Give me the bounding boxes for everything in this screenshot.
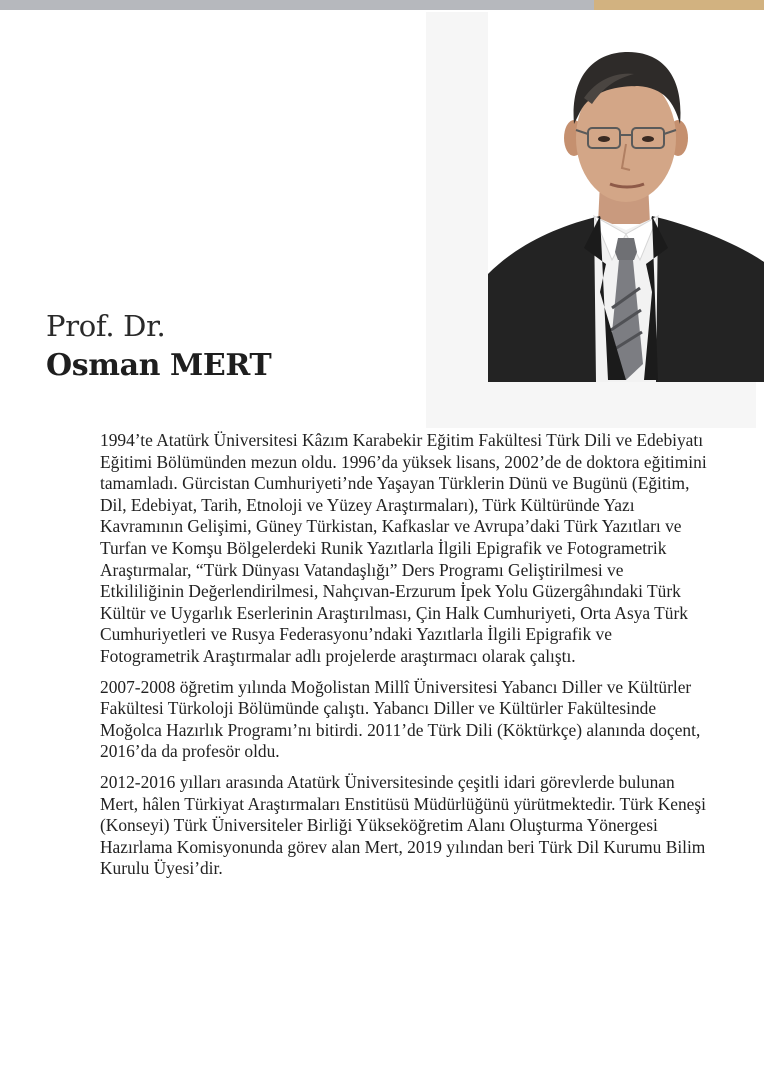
name-block (46, 306, 426, 386)
academic-title: Prof. Dr. (46, 309, 166, 343)
bio-paragraph-2: 2007-2008 öğretim yılında Moğolistan Millî Üniversitesi Yabancı Diller ve Kültürler Fakültesi Türkoloji Bölümünde çalıştı. Yabancı Diller ve Kültürler Fakültesinde Moğolca Hazırlık Programı’nı bitirdi. 2011’de Türk Dili (Köktürkçe) alanında doçent, 2016’da da profesör oldu. (100, 676, 701, 762)
header-bar-gray (0, 0, 594, 10)
bio-paragraph-3: 2012-2016 yılları arasında Atatürk Üniversitesinde çeşitli idari görevlerde bulunan Mert, hâlen Türkiyat Araştırmaları Enstitüsü Müdürlüğünü yürütmektedir. Türk Keneşi (Konseyi) Türk Üniversiteler Birliği Yükseköğretim Alanı Oluşturma Yönergesi Hazırlama Komisyonunda görev alan Mert, 2019 yılından beri Türk Dil Kurumu Bilim Kurulu Üyesi’dir. (100, 771, 706, 879)
person-name: Osman MERT (46, 348, 272, 383)
header-bar-gold (594, 0, 764, 10)
biography (100, 430, 710, 889)
portrait-illustration (488, 12, 764, 382)
portrait-photo (488, 12, 764, 382)
bio-paragraph-1: 1994’te Atatürk Üniversitesi Kâzım Karabekir Eğitim Fakültesi Türk Dili ve Edebiyatı Eğitimi Bölümünden mezun oldu. 1996’da yüksek lisans, 2002’de de doktora eğitimini tamamladı. Gürcistan Cumhuriyeti’nde Yaşayan Türklerin Dünü ve Bugünü (Eğitim, Dil, Edebiyat, Tarih, Etnoloji ve Yüzey Araştırmaları), Türk Kültüründe Yazı Kavramının Gelişimi, Güney Türkistan, Kafkaslar ve Avrupa’daki Türk Yazıtları ve Turfan ve Komşu Bölgelerdeki Runik Yazıtlarla İlgili Epigrafik ve Fotogrametrik Araştırmalar, “Türk Dünyası Vatandaşlığı” Ders Programı Geliştirilmesi ve Etkililiğinin Değerlendirilmesi, Nahçıvan-Erzurum İpek Yolu Güzergâhındaki Türk Kültür ve Uygarlık Eserlerinin Araştırılması, Çin Halk Cumhuriyeti, Orta Asya Türk Cumhuriyetleri ve Rusya Federasyonu’ndaki Yazıtlarla İlgili Epigrafik ve Fotogrametrik Araştırmalar adlı projelerde araştırmacı olarak çalıştı. (100, 430, 707, 666)
